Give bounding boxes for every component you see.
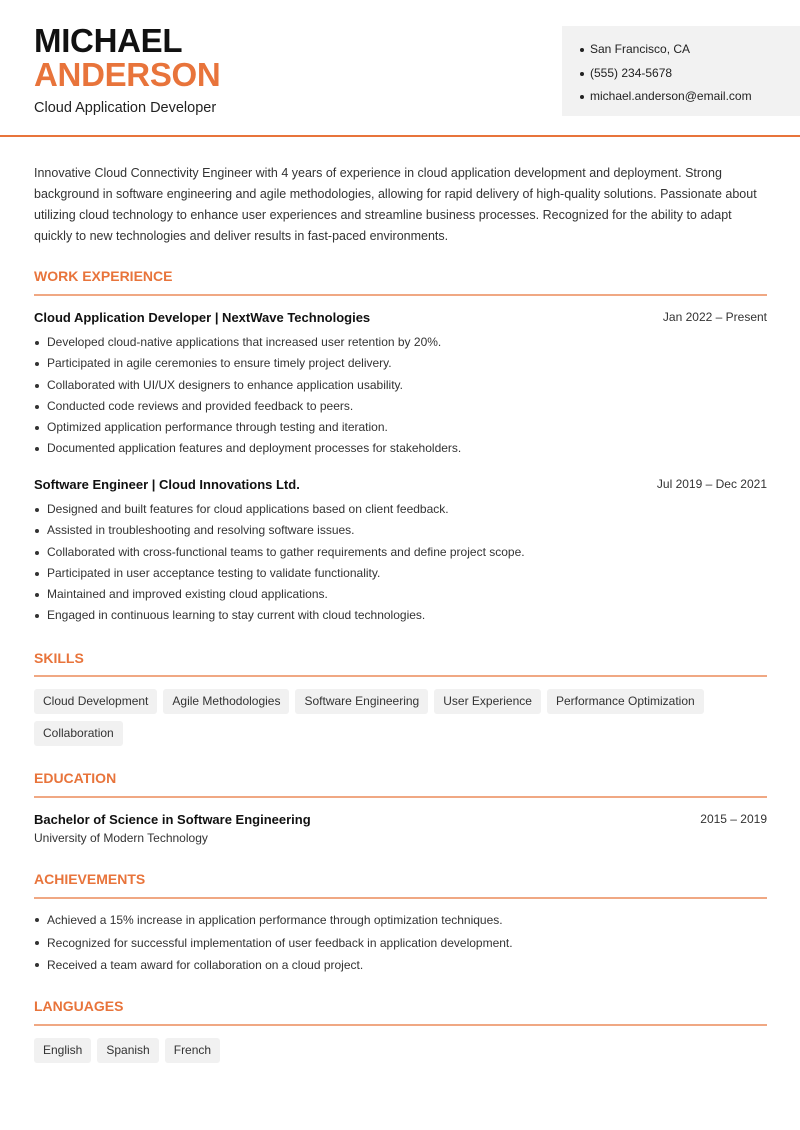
achievements-list xyxy=(34,909,767,977)
list-item: Maintained and improved existing cloud applications. xyxy=(34,584,767,605)
profile-summary: Innovative Cloud Connectivity Engineer with 4 years of experience in cloud application development and deployment. Strong background in software engineering and agile methodologies, allowing for rapid delivery of high-quality solutions. Passionate about utilizing cloud technology to enhance user experiences and streamline business processes. Recognized for the ability to adapt quickly to new technologies and deliver results in fast-paced environments. xyxy=(34,166,757,243)
contact-phone: (555) 234-5678 xyxy=(580,62,800,86)
resume-header xyxy=(0,0,800,137)
list-item: Collaborated with cross-functional teams to gather requirements and define project scope. xyxy=(34,542,767,563)
job-title: Cloud Application Developer xyxy=(34,100,217,116)
language-tag: French xyxy=(165,1038,220,1063)
language-tag: English xyxy=(34,1038,91,1063)
list-item: Received a team award for collaboration on a cloud project. xyxy=(34,954,767,977)
contact-email[interactable]: michael.anderson@email.com xyxy=(580,85,800,109)
skill-tag: Cloud Development xyxy=(34,689,157,714)
contact-list xyxy=(580,38,800,109)
list-item: Achieved a 15% increase in application performance through optimization techniques. xyxy=(34,909,767,932)
skill-tag: Agile Methodologies xyxy=(163,689,289,714)
education-school: University of Modern Technology xyxy=(34,831,208,845)
language-tags xyxy=(34,1038,767,1070)
skill-tag: Collaboration xyxy=(34,721,123,746)
job-header xyxy=(34,310,767,325)
job-bullets xyxy=(34,499,767,627)
list-item: Participated in agile ceremonies to ensure timely project delivery. xyxy=(34,353,767,374)
section-divider xyxy=(34,294,767,296)
list-item: Documented application features and deployment processes for stakeholders. xyxy=(34,438,767,459)
job-dates: Jan 2022 – Present xyxy=(662,310,767,324)
list-item: Conducted code reviews and provided feedback to peers. xyxy=(34,396,767,417)
job-role: Cloud Application Developer | NextWave Technologies xyxy=(34,310,371,325)
list-item: Optimized application performance through testing and iteration. xyxy=(34,417,767,438)
header-divider xyxy=(0,135,800,137)
job-bullets xyxy=(34,332,767,460)
section-title-skills: SKILLS xyxy=(34,650,84,666)
job-header xyxy=(34,477,767,492)
list-item: Designed and built features for cloud applications based on client feedback. xyxy=(34,499,767,520)
section-divider xyxy=(34,897,767,899)
section-title-languages: LANGUAGES xyxy=(34,998,124,1014)
section-divider xyxy=(34,675,767,677)
contact-location: San Francisco, CA xyxy=(580,38,800,62)
skill-tag: Software Engineering xyxy=(295,689,428,714)
section-title-work: WORK EXPERIENCE xyxy=(34,268,173,284)
list-item: Engaged in continuous learning to stay current with cloud technologies. xyxy=(34,605,767,626)
section-title-education: EDUCATION xyxy=(34,770,117,786)
skill-tag: Performance Optimization xyxy=(547,689,704,714)
first-name: MICHAEL xyxy=(34,22,183,59)
skills-tags xyxy=(34,689,767,753)
education-degree: Bachelor of Science in Software Engineering xyxy=(34,812,311,827)
job-role: Software Engineer | Cloud Innovations Ltd. xyxy=(34,477,300,492)
list-item: Developed cloud-native applications that increased user retention by 20%. xyxy=(34,332,767,353)
last-name: ANDERSON xyxy=(34,56,221,93)
job-dates: Jul 2019 – Dec 2021 xyxy=(656,477,767,491)
skill-tag: User Experience xyxy=(434,689,541,714)
list-item: Participated in user acceptance testing to validate functionality. xyxy=(34,563,767,584)
education-dates: 2015 – 2019 xyxy=(700,812,767,826)
list-item: Recognized for successful implementation of user feedback in application development. xyxy=(34,932,767,955)
list-item: Collaborated with UI/UX designers to enhance application usability. xyxy=(34,375,767,396)
list-item: Assisted in troubleshooting and resolving software issues. xyxy=(34,520,767,541)
contact-box xyxy=(562,26,800,116)
section-divider xyxy=(34,796,767,798)
section-divider xyxy=(34,1024,767,1026)
section-title-achievements: ACHIEVEMENTS xyxy=(34,871,146,887)
language-tag: Spanish xyxy=(97,1038,158,1063)
